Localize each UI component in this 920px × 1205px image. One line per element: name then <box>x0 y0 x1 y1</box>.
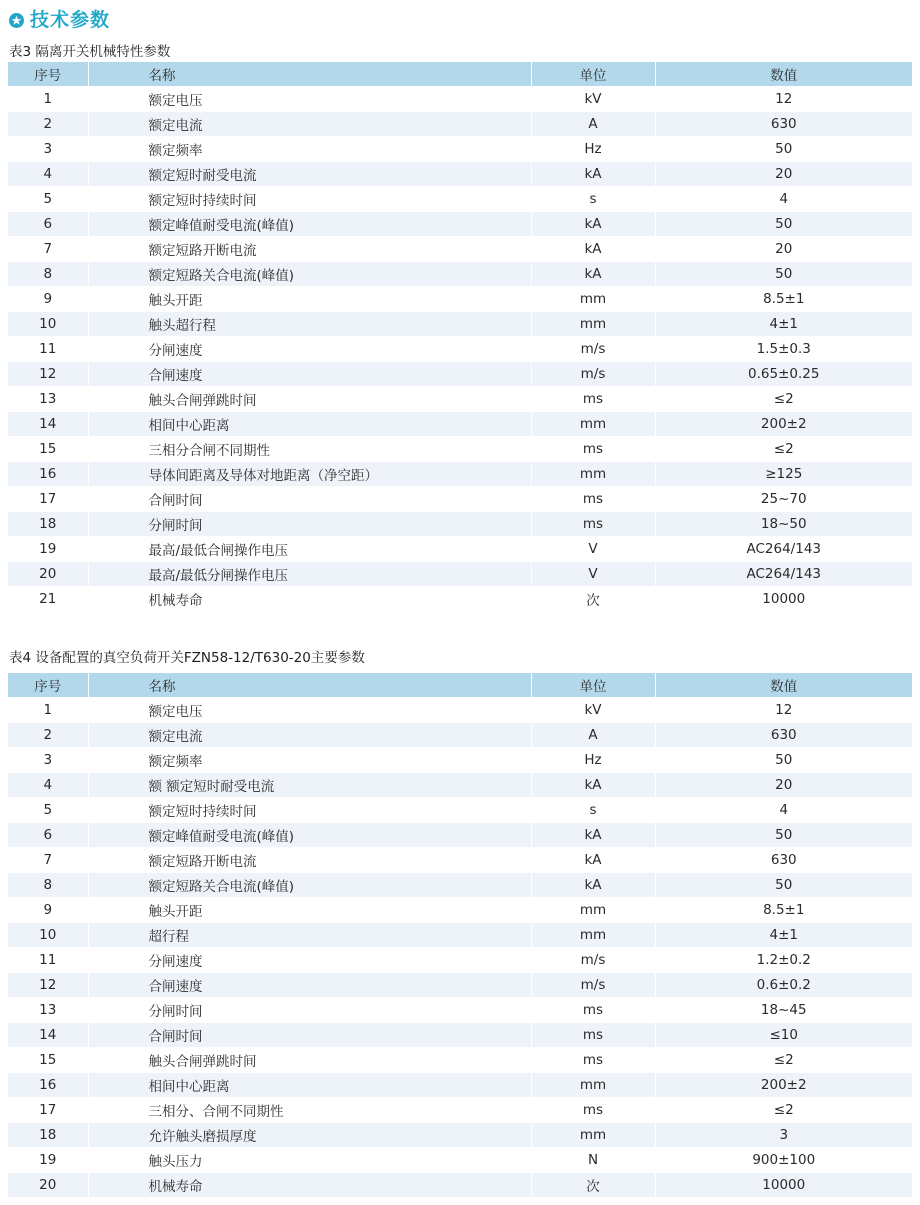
table-row <box>8 412 912 437</box>
row-value: 3 <box>655 1123 912 1148</box>
row-name: 额定峰值耐受电流(峰值) <box>88 823 531 848</box>
row-no: 3 <box>8 137 88 162</box>
header-unit: 单位 <box>531 673 655 698</box>
row-name: 最高/最低合闸操作电压 <box>88 537 531 562</box>
row-value: AC264/143 <box>655 562 912 587</box>
table-row <box>8 1123 912 1148</box>
row-name: 三相分合闸不同期性 <box>88 437 531 462</box>
row-unit: mm <box>531 412 655 437</box>
row-value: 50 <box>655 823 912 848</box>
row-name: 额定短时耐受电流 <box>88 162 531 187</box>
row-unit: ms <box>531 998 655 1023</box>
row-no: 14 <box>8 1023 88 1048</box>
row-value: 18~45 <box>655 998 912 1023</box>
table-row <box>8 1048 912 1073</box>
row-unit: V <box>531 537 655 562</box>
row-value: 630 <box>655 848 912 873</box>
row-value: 8.5±1 <box>655 287 912 312</box>
table-row <box>8 187 912 212</box>
row-no: 21 <box>8 587 88 612</box>
row-unit: 次 <box>531 1173 655 1198</box>
row-name: 分闸时间 <box>88 512 531 537</box>
row-no: 8 <box>8 873 88 898</box>
row-value: 25~70 <box>655 487 912 512</box>
row-name: 分闸时间 <box>88 998 531 1023</box>
row-no: 20 <box>8 1173 88 1198</box>
table-row <box>8 748 912 773</box>
row-no: 9 <box>8 898 88 923</box>
row-no: 12 <box>8 973 88 998</box>
row-name: 额定短路关合电流(峰值) <box>88 262 531 287</box>
row-value: 4±1 <box>655 923 912 948</box>
row-name: 合闸速度 <box>88 362 531 387</box>
table-row <box>8 237 912 262</box>
row-name: 分闸速度 <box>88 948 531 973</box>
row-unit: m/s <box>531 337 655 362</box>
row-value: 50 <box>655 212 912 237</box>
table-row <box>8 948 912 973</box>
row-no: 8 <box>8 262 88 287</box>
row-name: 额定频率 <box>88 137 531 162</box>
row-name: 合闸时间 <box>88 1023 531 1048</box>
row-unit: kA <box>531 823 655 848</box>
row-no: 3 <box>8 748 88 773</box>
section-title: 技术参数 <box>30 8 111 31</box>
row-unit: kV <box>531 87 655 112</box>
row-name: 相间中心距离 <box>88 412 531 437</box>
table-row <box>8 1148 912 1173</box>
row-name: 最高/最低分闸操作电压 <box>88 562 531 587</box>
row-value: 4 <box>655 187 912 212</box>
table-row <box>8 848 912 873</box>
row-name: 触头开距 <box>88 287 531 312</box>
table-row <box>8 162 912 187</box>
row-value: 630 <box>655 723 912 748</box>
row-value: 4±1 <box>655 312 912 337</box>
row-no: 7 <box>8 237 88 262</box>
row-value: 1.2±0.2 <box>655 948 912 973</box>
row-no: 12 <box>8 362 88 387</box>
row-unit: kA <box>531 262 655 287</box>
table-row <box>8 87 912 112</box>
header-no: 序号 <box>8 673 88 698</box>
row-name: 合闸时间 <box>88 487 531 512</box>
row-no: 6 <box>8 823 88 848</box>
row-name: 机械寿命 <box>88 1173 531 1198</box>
table-row <box>8 537 912 562</box>
row-name: 导体间距离及导体对地距离（净空距） <box>88 462 531 487</box>
row-name: 额定电流 <box>88 112 531 137</box>
row-value: 630 <box>655 112 912 137</box>
row-name: 超行程 <box>88 923 531 948</box>
row-no: 19 <box>8 537 88 562</box>
row-value: 10000 <box>655 1173 912 1198</box>
row-name: 额 额定短时耐受电流 <box>88 773 531 798</box>
row-name: 合闸速度 <box>88 973 531 998</box>
row-no: 1 <box>8 87 88 112</box>
table-row <box>8 1073 912 1098</box>
row-name: 触头开距 <box>88 898 531 923</box>
row-no: 6 <box>8 212 88 237</box>
row-no: 4 <box>8 162 88 187</box>
row-name: 额定短路开断电流 <box>88 237 531 262</box>
row-no: 18 <box>8 1123 88 1148</box>
row-name: 额定短路开断电流 <box>88 848 531 873</box>
table-row <box>8 723 912 748</box>
row-value: 18~50 <box>655 512 912 537</box>
row-no: 7 <box>8 848 88 873</box>
table-row <box>8 823 912 848</box>
row-name: 机械寿命 <box>88 587 531 612</box>
row-no: 17 <box>8 1098 88 1123</box>
row-no: 16 <box>8 1073 88 1098</box>
row-value: 20 <box>655 237 912 262</box>
row-value: ≤10 <box>655 1023 912 1048</box>
row-no: 17 <box>8 487 88 512</box>
table-row <box>8 798 912 823</box>
row-value: ≤2 <box>655 387 912 412</box>
row-value: 50 <box>655 873 912 898</box>
star-badge-icon <box>9 11 24 26</box>
table-row <box>8 462 912 487</box>
table-row <box>8 112 912 137</box>
table-row <box>8 587 912 612</box>
table-header-row <box>8 62 912 87</box>
header-name: 名称 <box>88 62 531 87</box>
row-value: 0.6±0.2 <box>655 973 912 998</box>
row-value: 1.5±0.3 <box>655 337 912 362</box>
row-unit: mm <box>531 923 655 948</box>
row-no: 4 <box>8 773 88 798</box>
row-no: 20 <box>8 562 88 587</box>
row-unit: mm <box>531 1073 655 1098</box>
row-unit: mm <box>531 287 655 312</box>
row-unit: 次 <box>531 587 655 612</box>
row-no: 14 <box>8 412 88 437</box>
header-unit: 单位 <box>531 62 655 87</box>
table-row <box>8 362 912 387</box>
table-row <box>8 387 912 412</box>
row-name: 触头压力 <box>88 1148 531 1173</box>
row-unit: m/s <box>531 948 655 973</box>
table-row <box>8 562 912 587</box>
section-heading <box>9 4 110 32</box>
row-no: 16 <box>8 462 88 487</box>
row-unit: N <box>531 1148 655 1173</box>
row-no: 11 <box>8 337 88 362</box>
row-value: 50 <box>655 262 912 287</box>
row-value: ≤2 <box>655 1098 912 1123</box>
row-no: 10 <box>8 312 88 337</box>
table-row <box>8 1023 912 1048</box>
row-name: 额定短时持续时间 <box>88 187 531 212</box>
table-header-row <box>8 673 912 698</box>
header-value: 数值 <box>655 62 912 87</box>
row-no: 9 <box>8 287 88 312</box>
row-name: 三相分、合闸不同期性 <box>88 1098 531 1123</box>
row-no: 2 <box>8 112 88 137</box>
table-row <box>8 212 912 237</box>
row-value: ≤2 <box>655 1048 912 1073</box>
table-row <box>8 1098 912 1123</box>
row-value: 50 <box>655 748 912 773</box>
table3 <box>8 62 912 612</box>
row-unit: ms <box>531 1048 655 1073</box>
row-name: 额定电流 <box>88 723 531 748</box>
row-unit: s <box>531 187 655 212</box>
row-name: 额定峰值耐受电流(峰值) <box>88 212 531 237</box>
row-no: 11 <box>8 948 88 973</box>
table4-caption: 表4 设备配置的真空负荷开关FZN58-12/T630-20主要参数 <box>9 650 365 666</box>
row-unit: mm <box>531 898 655 923</box>
row-no: 1 <box>8 698 88 723</box>
row-no: 19 <box>8 1148 88 1173</box>
row-unit: kA <box>531 237 655 262</box>
row-unit: kA <box>531 773 655 798</box>
row-unit: kA <box>531 162 655 187</box>
row-name: 触头合闸弹跳时间 <box>88 1048 531 1073</box>
row-unit: ms <box>531 387 655 412</box>
table-row <box>8 262 912 287</box>
row-value: 200±2 <box>655 412 912 437</box>
row-value: 50 <box>655 137 912 162</box>
row-unit: mm <box>531 312 655 337</box>
row-no: 5 <box>8 187 88 212</box>
row-name: 额定短路关合电流(峰值) <box>88 873 531 898</box>
header-name: 名称 <box>88 673 531 698</box>
row-unit: ms <box>531 512 655 537</box>
row-unit: ms <box>531 1023 655 1048</box>
row-no: 13 <box>8 387 88 412</box>
row-unit: A <box>531 723 655 748</box>
table-row <box>8 437 912 462</box>
row-no: 13 <box>8 998 88 1023</box>
table-row <box>8 1173 912 1198</box>
table-row <box>8 898 912 923</box>
row-unit: ms <box>531 487 655 512</box>
row-unit: ms <box>531 1098 655 1123</box>
row-name: 触头超行程 <box>88 312 531 337</box>
row-name: 额定电压 <box>88 87 531 112</box>
row-unit: kA <box>531 212 655 237</box>
row-name: 触头合闸弹跳时间 <box>88 387 531 412</box>
table-row <box>8 487 912 512</box>
row-name: 分闸速度 <box>88 337 531 362</box>
row-unit: V <box>531 562 655 587</box>
header-value: 数值 <box>655 673 912 698</box>
row-unit: kA <box>531 873 655 898</box>
row-value: ≤2 <box>655 437 912 462</box>
table-row <box>8 137 912 162</box>
table-row <box>8 337 912 362</box>
row-value: 20 <box>655 162 912 187</box>
table4 <box>8 673 912 1198</box>
row-no: 15 <box>8 1048 88 1073</box>
row-name: 额定短时持续时间 <box>88 798 531 823</box>
table3-caption: 表3 隔离开关机械特性参数 <box>9 44 171 60</box>
row-unit: Hz <box>531 137 655 162</box>
table-row <box>8 512 912 537</box>
row-value: 900±100 <box>655 1148 912 1173</box>
header-no: 序号 <box>8 62 88 87</box>
row-unit: m/s <box>531 973 655 998</box>
row-unit: kV <box>531 698 655 723</box>
row-value: 20 <box>655 773 912 798</box>
row-value: ≥125 <box>655 462 912 487</box>
row-unit: A <box>531 112 655 137</box>
row-unit: ms <box>531 437 655 462</box>
row-unit: m/s <box>531 362 655 387</box>
row-no: 2 <box>8 723 88 748</box>
row-value: 12 <box>655 698 912 723</box>
table-row <box>8 973 912 998</box>
row-no: 18 <box>8 512 88 537</box>
row-unit: kA <box>531 848 655 873</box>
row-name: 额定电压 <box>88 698 531 723</box>
row-name: 额定频率 <box>88 748 531 773</box>
row-no: 5 <box>8 798 88 823</box>
row-value: 8.5±1 <box>655 898 912 923</box>
row-value: 4 <box>655 798 912 823</box>
table-row <box>8 698 912 723</box>
row-no: 10 <box>8 923 88 948</box>
table-row <box>8 287 912 312</box>
table-row <box>8 923 912 948</box>
table-row <box>8 873 912 898</box>
row-name: 允许触头磨损厚度 <box>88 1123 531 1148</box>
row-value: 12 <box>655 87 912 112</box>
row-unit: s <box>531 798 655 823</box>
table-row <box>8 773 912 798</box>
row-no: 15 <box>8 437 88 462</box>
row-value: AC264/143 <box>655 537 912 562</box>
row-value: 10000 <box>655 587 912 612</box>
row-unit: mm <box>531 462 655 487</box>
row-unit: mm <box>531 1123 655 1148</box>
row-unit: Hz <box>531 748 655 773</box>
row-value: 0.65±0.25 <box>655 362 912 387</box>
row-name: 相间中心距离 <box>88 1073 531 1098</box>
row-value: 200±2 <box>655 1073 912 1098</box>
table-row <box>8 312 912 337</box>
table-row <box>8 998 912 1023</box>
